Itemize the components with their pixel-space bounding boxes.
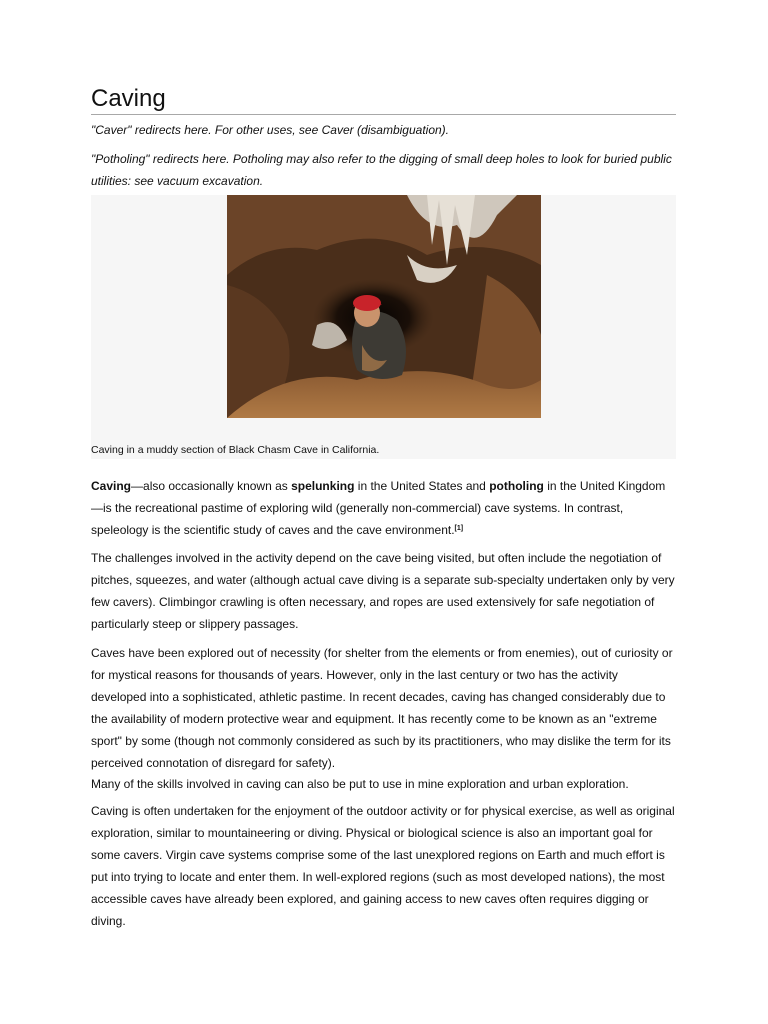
- reference-link[interactable]: [1]: [454, 525, 464, 532]
- intro-text-3: in the United Kingdom—is the recreational pastime of exploring wild (generally non-commercial) cave systems. In contrast, speleology is the scientific study of caves and the cave environment.: [91, 479, 666, 537]
- article-figure: [91, 195, 676, 459]
- paragraph-motivation: Caving is often undertaken for the enjoyment of the outdoor activity or for physical exercise, as well as original exploration, similar to mountaineering or diving. Physical or biological science is also an important goal for some cavers. Virgin cave systems comprise some of the last unexplored regions on Earth and much effort is put into trying to locate and enter them. In well-explored regions (such as most developed nations), the most accessible caves have already been explored, and gaining access to new caves often requires digging or diving.: [91, 804, 675, 928]
- cave-photo: [227, 195, 541, 418]
- term-spelunking: spelunking: [291, 479, 355, 493]
- intro-text-2: in the United States and: [354, 479, 490, 493]
- paragraph-skills: Many of the skills involved in caving can also be put to use in mine exploration and urban exploration.: [91, 777, 629, 791]
- hatnote-potholing: "Potholing" redirects here. Potholing may also refer to the digging of small deep holes to look for buried public utilities: see vacuum excavation.: [91, 152, 672, 188]
- hatnote-caver: "Caver" redirects here. For other uses, see Caver (disambiguation).: [91, 123, 450, 137]
- page-title: Caving: [91, 84, 676, 115]
- paragraph-challenges: The challenges involved in the activity depend on the cave being visited, but often include the negotiation of pitches, squeezes, and water (although actual cave diving is a separate sub-specialty undertaken only by very few cavers). Climbingor crawling is often necessary, and ropes are used extensively for safe negotiation of particularly steep or slippery passages.: [91, 551, 675, 631]
- intro-text-1: —also occasionally known as: [131, 479, 292, 493]
- figure-caption: Caving in a muddy section of Black Chasm Cave in California.: [91, 444, 380, 456]
- term-caving: Caving: [91, 479, 132, 493]
- paragraph-history: Caves have been explored out of necessity (for shelter from the elements or from enemies), out of curiosity or for mystical reasons for thousands of years. However, only in the last century or two has the activity developed into a sophisticated, athletic pastime. In recent decades, caving has changed considerably due to the availability of modern protective wear and equipment. It has recently come to be known as an "extreme sport" by some (though not commonly considered as such by its practitioners, who may dislike the term for its perceived connotation of disregard for safety).: [91, 646, 673, 770]
- intro-paragraph: [91, 475, 676, 541]
- term-potholing: potholing: [489, 479, 544, 493]
